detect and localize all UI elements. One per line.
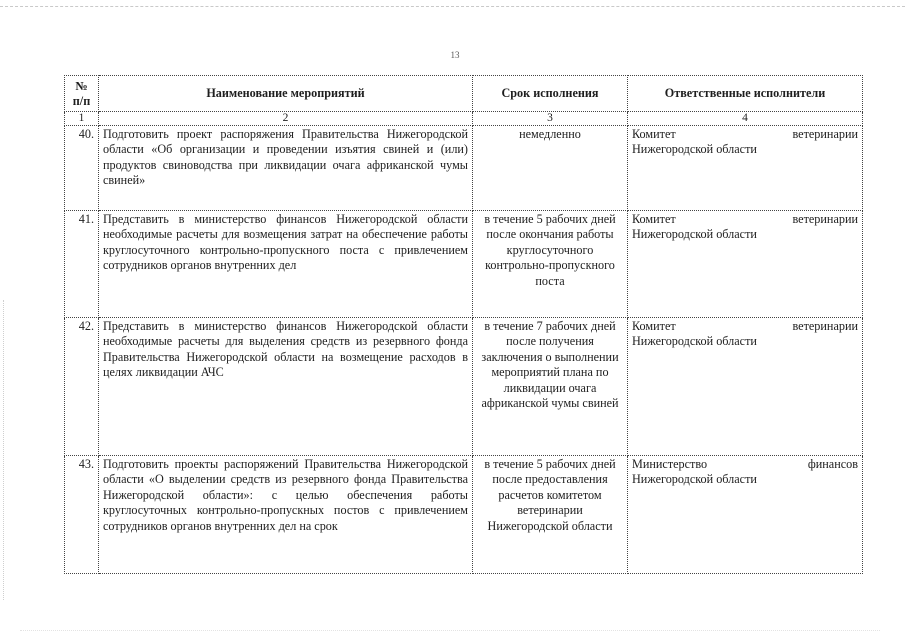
measures-table (64, 75, 863, 574)
responsible-region: Нижегородской области (632, 472, 757, 487)
responsible-word: ветеринарии (792, 319, 858, 333)
row-number: 41. (65, 211, 99, 318)
scan-top-edge (0, 6, 905, 7)
responsible-cell (628, 318, 863, 456)
table-row (65, 456, 863, 574)
scan-left-edge (3, 300, 4, 600)
table-row (65, 318, 863, 456)
measure-text: Представить в министерство финансов Нижегородской области необходимые расчеты для выделения средств из резервного фонда Правительства Нижегородской области на возмещение расходов в целях ликвидации АЧС (99, 318, 473, 456)
header-number (65, 76, 99, 112)
responsible-region: Нижегородской области (632, 334, 757, 349)
row-number: 42. (65, 318, 99, 456)
responsible-word: ветеринарии (792, 127, 858, 141)
scan-bottom-edge (20, 630, 880, 631)
table-row (65, 211, 863, 318)
responsible-cell (628, 126, 863, 211)
header-measures: Наименование мероприятий (99, 76, 473, 112)
deadline-text: в течение 7 рабочих дней после получения заключения о выполнении мероприятий плана по ликвидации очага африканской чумы свиней (473, 318, 628, 456)
measure-text: Представить в министерство финансов Нижегородской области необходимые расчеты для возмещения затрат на обеспечение работы круглосуточного контрольно-пропускного поста с привлечением сотрудников органов внутренних дел (99, 211, 473, 318)
responsible-cell (628, 211, 863, 318)
deadline-text: немедленно (473, 126, 628, 211)
header-responsible: Ответственные исполнители (628, 76, 863, 112)
responsible-word: Комитет (632, 127, 676, 141)
row-number: 40. (65, 126, 99, 211)
responsible-region: Нижегородской области (632, 142, 757, 157)
column-index-row (65, 112, 863, 126)
responsible-word: ветеринарии (792, 212, 858, 226)
responsible-cell (628, 456, 863, 574)
header-deadline: Срок исполнения (473, 76, 628, 112)
column-index: 1 (65, 112, 99, 126)
column-index: 3 (473, 112, 628, 126)
header-number-pp: п/п (72, 94, 91, 108)
table-row (65, 126, 863, 211)
responsible-word: Комитет (632, 212, 676, 226)
header-number-sign: № (75, 79, 88, 93)
deadline-text: в течение 5 рабочих дней после окончания работы круглосуточного контрольно-пропускного поста (473, 211, 628, 318)
responsible-word: Комитет (632, 319, 676, 333)
measure-text: Подготовить проект распоряжения Правительства Нижегородской области «Об организации и проведении изъятия свиней и (или) продуктов свиноводства при ликвидации очага африканской чумы свиней» (99, 126, 473, 211)
responsible-word: финансов (807, 457, 858, 471)
column-index: 4 (628, 112, 863, 126)
responsible-word: Министерство (632, 457, 708, 471)
responsible-region: Нижегородской области (632, 227, 757, 242)
column-index: 2 (99, 112, 473, 126)
page-number: 13 (450, 50, 460, 60)
row-number: 43. (65, 456, 99, 574)
table-header-row (65, 76, 863, 112)
measure-text: Подготовить проекты распоряжений Правительства Нижегородской области «О выделении средств из резервного фонда Правительства Нижегородской области»: с целью обеспечения работы круглосуточных контрольно-пропускных постов с привлечением сотрудников органов внутренних дел на срок (99, 456, 473, 574)
deadline-text: в течение 5 рабочих дней после предоставления расчетов комитетом ветеринарии Нижегородской области (473, 456, 628, 574)
